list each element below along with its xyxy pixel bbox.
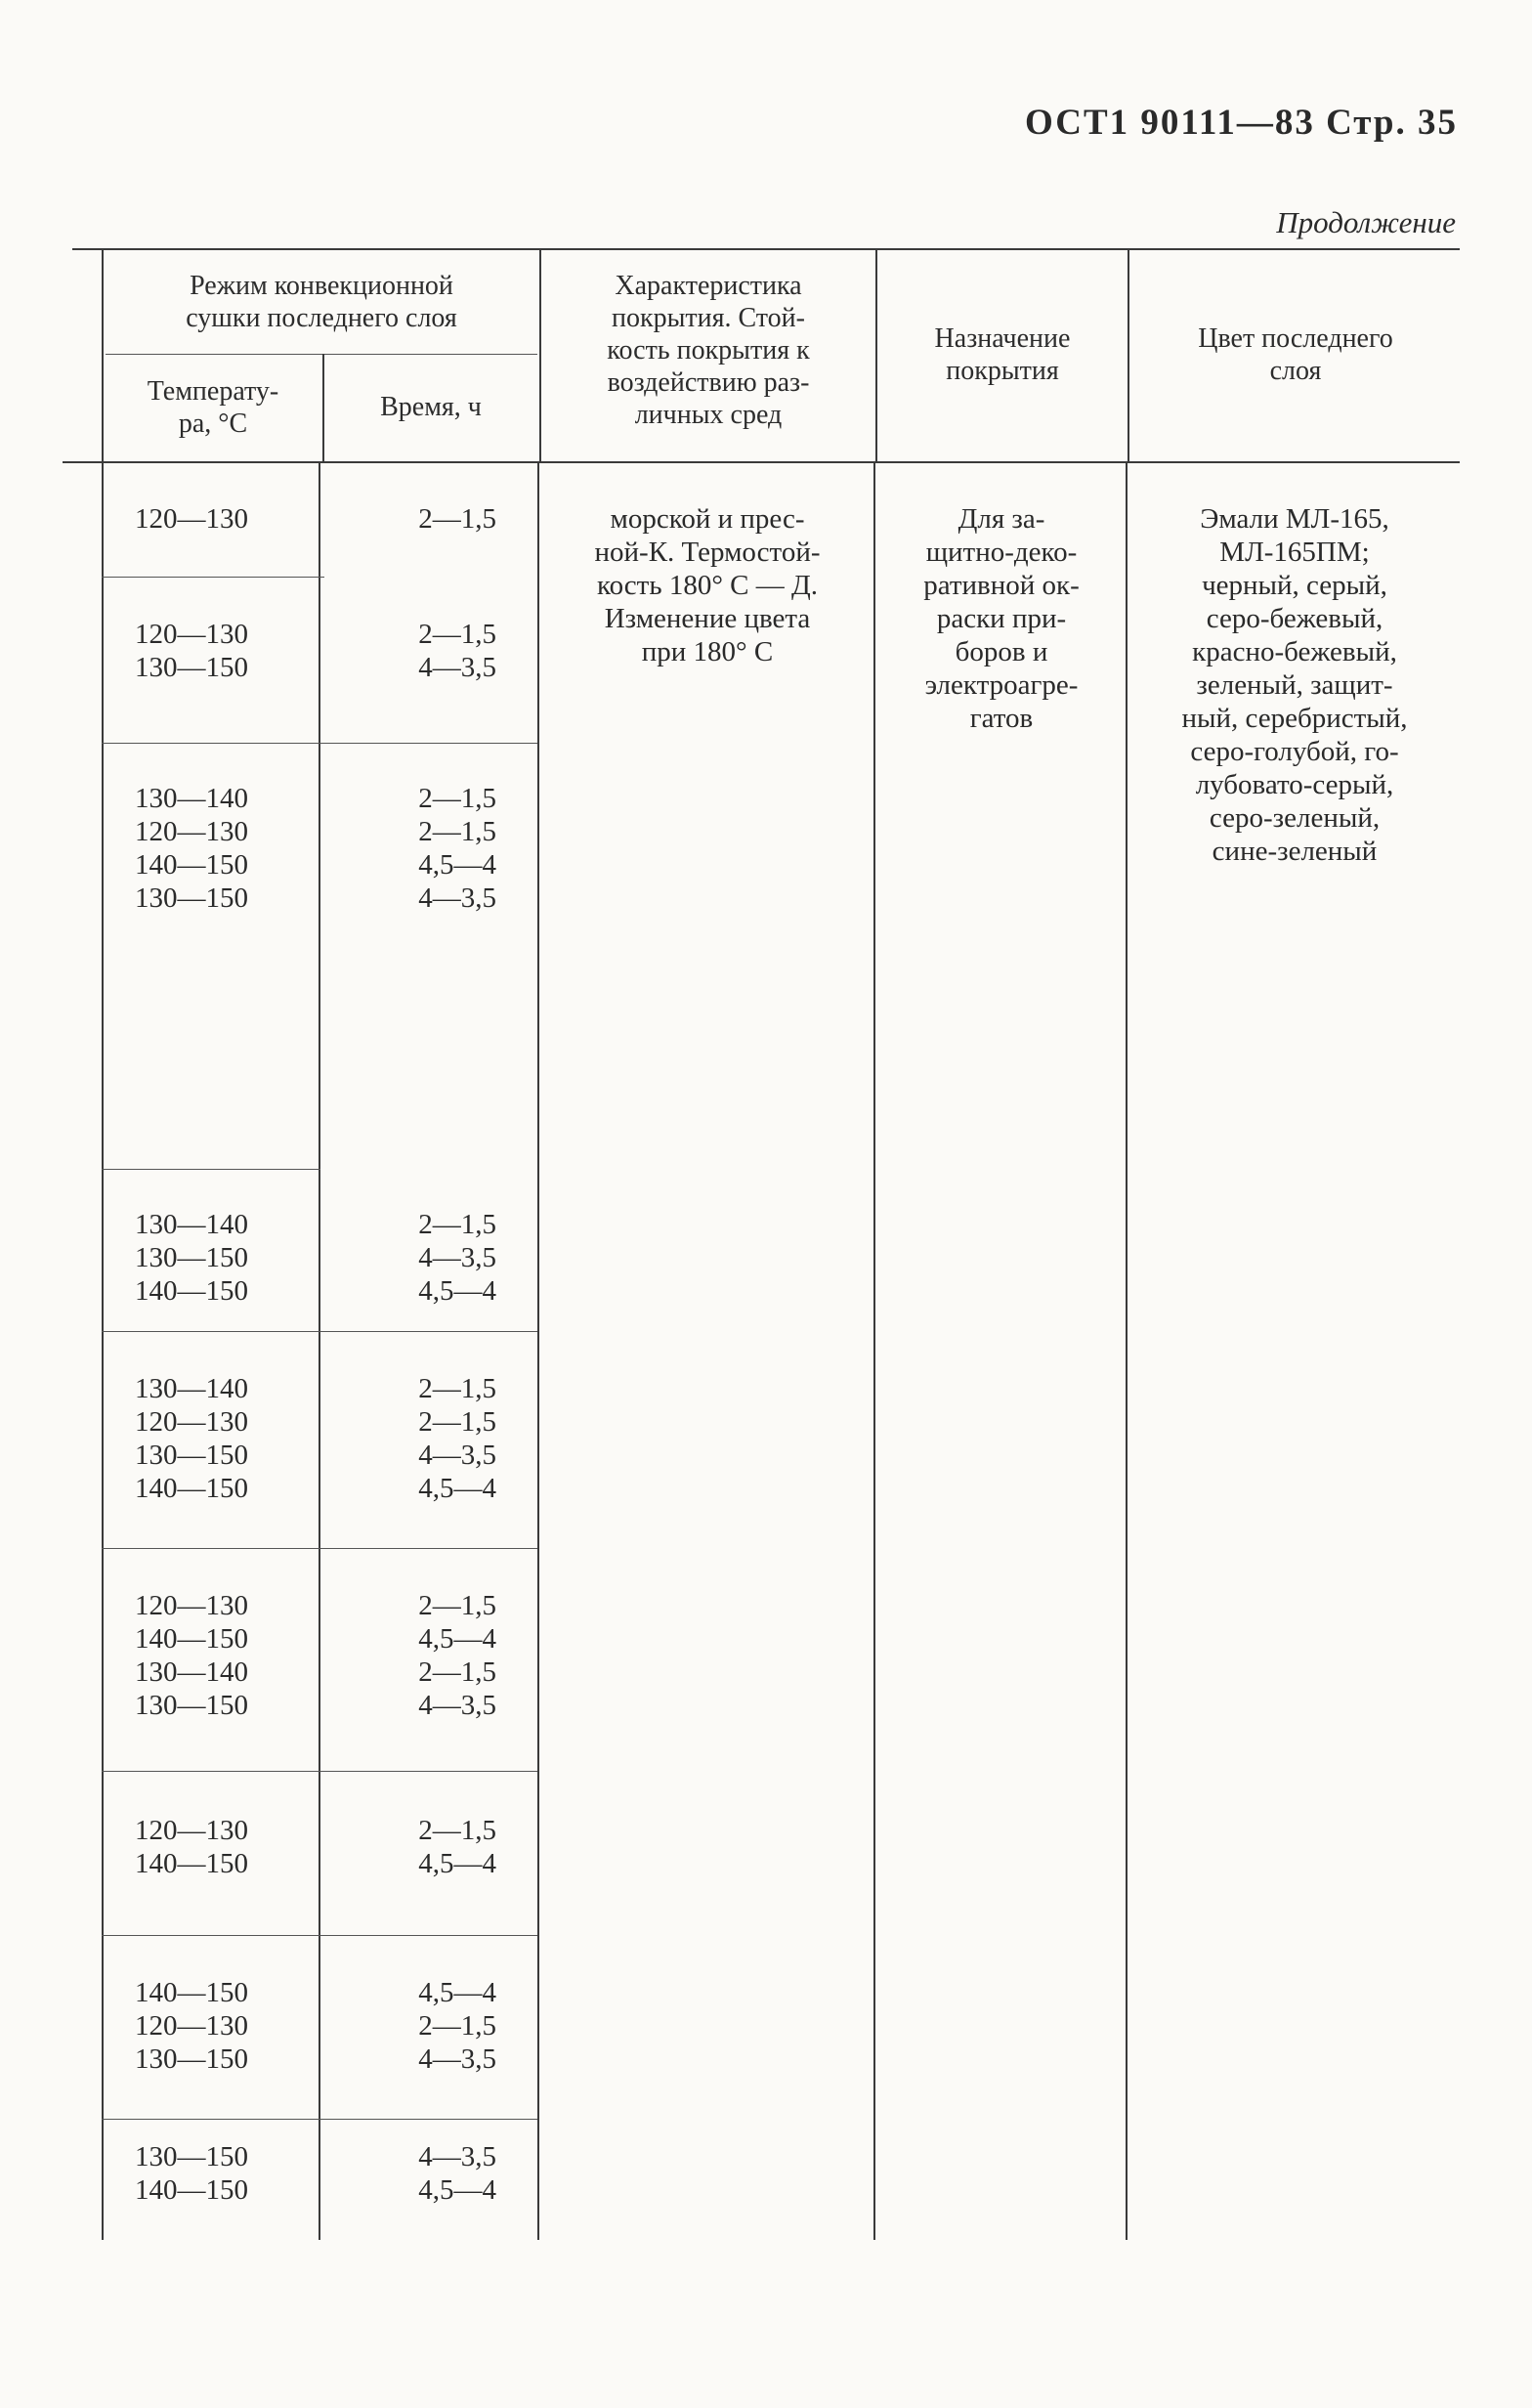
- table-row: [104, 1656, 533, 1689]
- time-value: 4—3,5: [418, 2141, 496, 2172]
- group-separator: [102, 2119, 537, 2120]
- table-row: [104, 502, 533, 536]
- continuation-label: Продолжение: [1276, 205, 1456, 239]
- temperature-value: 130—150: [135, 2043, 248, 2075]
- drying-group-6: [104, 1589, 533, 1722]
- group-separator: [102, 1548, 537, 1549]
- group-separator: [102, 1771, 537, 1772]
- header-bottom-border: [63, 461, 1460, 463]
- body-divider-temp-time: [319, 461, 320, 2240]
- time-value: 2—1,5: [418, 783, 496, 814]
- drying-group-8: [104, 1976, 533, 2076]
- time-value: 4,5—4: [418, 1848, 496, 1879]
- table-row: [104, 1689, 533, 1722]
- table-row: [104, 2009, 533, 2042]
- time-value: 2—1,5: [418, 1373, 496, 1404]
- table-row: [104, 882, 533, 915]
- temperature-value: 130—150: [135, 2141, 248, 2172]
- temperature-value: 140—150: [135, 1473, 248, 1504]
- table-row: [104, 1372, 533, 1405]
- temperature-value: 130—140: [135, 1209, 248, 1240]
- body-divider-purpose-color: [1126, 461, 1128, 2240]
- temperature-value: 130—150: [135, 652, 248, 683]
- time-value: 2—1,5: [418, 1815, 496, 1846]
- table-row: [104, 618, 533, 651]
- body-divider-mode-char: [537, 461, 539, 2240]
- table-row: [104, 1405, 533, 1439]
- header-color: Цвет последнего слоя: [1198, 323, 1393, 386]
- subheader-divider: [106, 354, 537, 355]
- time-value: 4,5—4: [418, 2174, 496, 2206]
- time-value: 4,5—4: [418, 1275, 496, 1307]
- temperature-value: 130—150: [135, 882, 248, 914]
- header-purpose: Назначение покрытия: [934, 323, 1071, 386]
- table-row: [104, 1241, 533, 1274]
- body-left-border: [102, 461, 104, 2240]
- header-divider-char-purpose: [875, 248, 877, 461]
- header-left-border: [102, 248, 104, 461]
- drying-group-4: [104, 1208, 533, 1308]
- table-row: [104, 2140, 533, 2173]
- table-row: [104, 1208, 533, 1241]
- temperature-value: 140—150: [135, 1623, 248, 1655]
- group-separator: [102, 577, 324, 578]
- table-row: [104, 651, 533, 684]
- time-value: 4—3,5: [418, 882, 496, 914]
- time-value: 4—3,5: [418, 1242, 496, 1273]
- time-value: 4,5—4: [418, 1623, 496, 1655]
- header-temperature: Температу- ра, °С: [147, 376, 279, 439]
- time-value: 4,5—4: [418, 1473, 496, 1504]
- temperature-value: 130—140: [135, 783, 248, 814]
- time-value: 2—1,5: [418, 1209, 496, 1240]
- temperature-value: 130—150: [135, 1690, 248, 1721]
- temperature-value: 120—130: [135, 503, 248, 535]
- header-divider-purpose-color: [1128, 248, 1129, 461]
- temperature-value: 130—140: [135, 1656, 248, 1688]
- time-value: 2—1,5: [418, 2010, 496, 2042]
- temperature-value: 120—130: [135, 2010, 248, 2042]
- temperature-value: 120—130: [135, 816, 248, 847]
- temperature-value: 120—130: [135, 619, 248, 650]
- table-row: [104, 1439, 533, 1472]
- time-value: 2—1,5: [418, 1406, 496, 1438]
- time-value: 2—1,5: [418, 816, 496, 847]
- group-separator: [102, 1331, 537, 1332]
- temperature-value: 140—150: [135, 1275, 248, 1307]
- table-row: [104, 2173, 533, 2207]
- table-row: [104, 1274, 533, 1308]
- table-row: [104, 1622, 533, 1656]
- table-row: [104, 848, 533, 882]
- temperature-value: 140—150: [135, 1977, 248, 2008]
- temperature-value: 140—150: [135, 1848, 248, 1879]
- table-row: [104, 1589, 533, 1622]
- temperature-value: 140—150: [135, 849, 248, 881]
- header-drying-mode: Режим конвекционной сушки последнего слоя: [186, 271, 457, 333]
- purpose-cell: Для за- щитно-деко- ративной ок- раски при- боров и электроагре- гатов: [923, 503, 1080, 734]
- drying-group-7: [104, 1814, 533, 1880]
- group-separator: [102, 1169, 320, 1170]
- temperature-value: 140—150: [135, 2174, 248, 2206]
- drying-group-3: [104, 782, 533, 915]
- time-value: 2—1,5: [418, 1590, 496, 1621]
- time-value: 4—3,5: [418, 652, 496, 683]
- table-row: [104, 1472, 533, 1505]
- drying-group-2: [104, 618, 533, 684]
- table-top-border: [72, 248, 1460, 250]
- temperature-value: 120—130: [135, 1406, 248, 1438]
- table-row: [104, 815, 533, 848]
- characteristics-cell: морской и прес- ной-К. Термостой- кость 180° С — Д. Изменение цвета при 180° С: [594, 503, 821, 667]
- time-value: 4,5—4: [418, 1977, 496, 2008]
- time-value: 4—3,5: [418, 2043, 496, 2075]
- time-value: 4,5—4: [418, 849, 496, 881]
- time-value: 2—1,5: [418, 503, 496, 535]
- time-value: 4—3,5: [418, 1440, 496, 1471]
- table-row: [104, 1976, 533, 2009]
- temperature-value: 130—150: [135, 1440, 248, 1471]
- header-time: Время, ч: [380, 392, 482, 422]
- drying-group-5: [104, 1372, 533, 1505]
- color-cell: Эмали МЛ-165, МЛ-165ПМ; черный, серый, серо-бежевый, красно-бежевый, зеленый, защит- ный, серебристый, серо-голубой, го- лубовато-серый, серо-зеленый, сине-зеленый: [1181, 503, 1408, 867]
- temperature-value: 120—130: [135, 1815, 248, 1846]
- group-separator: [102, 1935, 537, 1936]
- drying-group-1: [104, 502, 533, 536]
- table-row: [104, 782, 533, 815]
- time-value: 2—1,5: [418, 1656, 496, 1688]
- body-divider-char-purpose: [873, 461, 875, 2240]
- drying-group-9: [104, 2140, 533, 2207]
- temperature-value: 130—150: [135, 1242, 248, 1273]
- temperature-value: 130—140: [135, 1373, 248, 1404]
- table-row: [104, 2042, 533, 2076]
- time-value: 4—3,5: [418, 1690, 496, 1721]
- table-row: [104, 1847, 533, 1880]
- temperature-value: 120—130: [135, 1590, 248, 1621]
- header-divider-mode-char: [539, 248, 541, 461]
- time-value: 2—1,5: [418, 619, 496, 650]
- document-header: ОСТ1 90111—83 Стр. 35: [1025, 103, 1458, 143]
- table-row: [104, 1814, 533, 1847]
- header-characteristics: Характеристика покрытия. Стой- кость покрытия к воздействию раз- личных сред: [607, 271, 810, 430]
- group-separator: [102, 743, 537, 744]
